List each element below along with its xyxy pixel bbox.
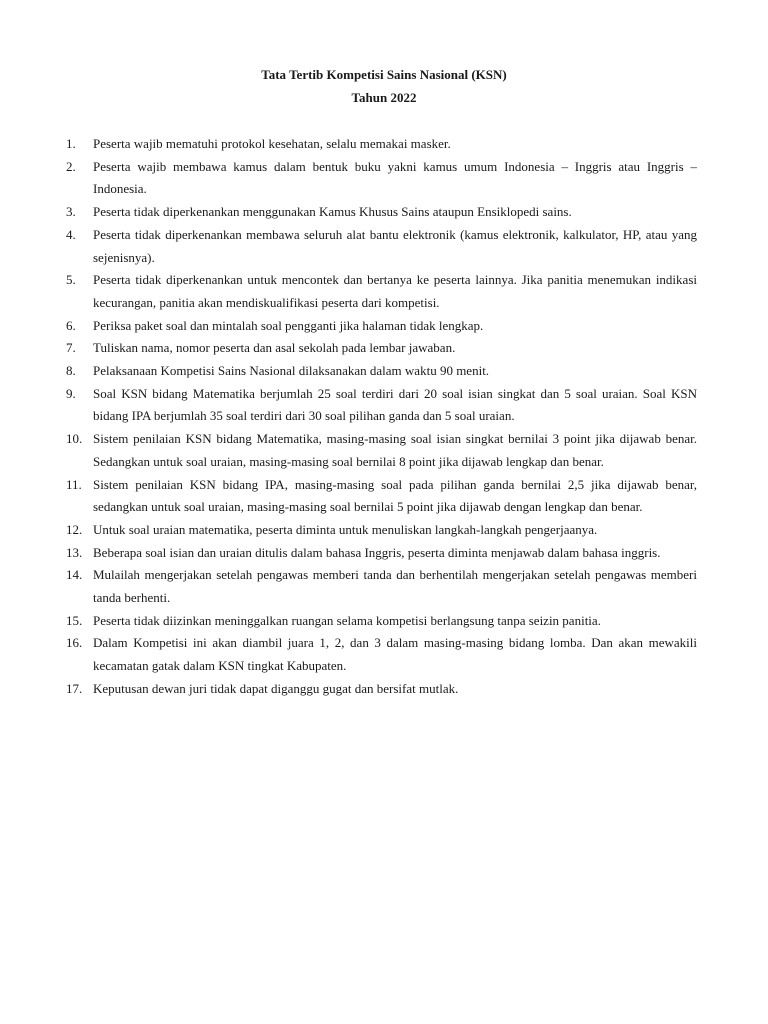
rule-text: Peserta tidak diperkenankan menggunakan Kamus Khusus Sains ataupun Ensiklopedi sains. bbox=[93, 204, 572, 220]
rule-number: 7. bbox=[66, 340, 76, 356]
rule-number: 2. bbox=[66, 158, 76, 174]
rule-item bbox=[66, 474, 697, 519]
rule-number: 11. bbox=[66, 476, 82, 492]
rule-item bbox=[66, 519, 697, 542]
rule-text: Peserta wajib mematuhi protokol kesehatan, selalu memakai masker. bbox=[93, 136, 451, 151]
rule-text: Beberapa soal isian dan uraian ditulis dalam bahasa Inggris, peserta diminta menjawab dalam bahasa inggris. bbox=[93, 544, 661, 560]
rule-item bbox=[66, 156, 697, 201]
rule-text: Sistem penilaian KSN bidang Matematika, masing-masing soal isian singkat bernilai 3 point jika dijawab benar. Sedangkan untuk soal uraian, masing-masing soal bernilai 8 point jika dijawab lengkap dan benar. bbox=[93, 431, 697, 469]
rule-number: 14. bbox=[66, 567, 83, 583]
rule-text: Untuk soal uraian matematika, peserta diminta untuk menuliskan langkah-langkah pengerjaanya. bbox=[93, 521, 598, 537]
rule-item bbox=[66, 632, 697, 677]
rule-item bbox=[66, 610, 697, 633]
rule-text: Pelaksanaan Kompetisi Sains Nasional dilaksanakan dalam waktu 90 menit. bbox=[93, 363, 490, 379]
rule-item bbox=[66, 428, 697, 473]
rule-number: 16. bbox=[66, 635, 83, 651]
rule-item bbox=[66, 269, 697, 314]
rule-number: 4. bbox=[66, 226, 76, 242]
rule-number: 1. bbox=[66, 136, 76, 151]
rule-item bbox=[66, 224, 697, 269]
rule-number: 5. bbox=[66, 272, 76, 288]
rule-number: 9. bbox=[66, 385, 76, 401]
rule-number: 8. bbox=[66, 363, 76, 379]
rule-item bbox=[66, 133, 697, 156]
rule-number: 3. bbox=[66, 204, 76, 220]
document-title: Tata Tertib Kompetisi Sains Nasional (KSN) bbox=[261, 67, 507, 82]
rule-text: Peserta tidak diperkenankan membawa seluruh alat bantu elektronik (kamus elektronik, kalkulator, HP, atau yang sejenisnya). bbox=[93, 226, 697, 265]
rule-text: Soal KSN bidang Matematika berjumlah 25 soal terdiri dari 20 soal isian singkat dan 5 soal uraian. Soal KSN bidang IPA berjumlah 35 soal terdiri dari 30 soal pilihan ganda dan 5 soal uraian. bbox=[93, 385, 697, 424]
rule-number: 15. bbox=[66, 612, 83, 628]
rule-item bbox=[66, 678, 697, 701]
rule-number: 12. bbox=[66, 521, 83, 537]
rule-text: Peserta tidak diperkenankan untuk mencontek dan bertanya ke peserta lainnya. Jika panitia menemukan indikasi kecurangan, panitia akan mendiskualifikasi peserta dari kompetisi. bbox=[93, 272, 697, 310]
rule-number: 10. bbox=[66, 431, 83, 447]
rule-item bbox=[66, 360, 697, 383]
rule-text: Sistem penilaian KSN bidang IPA, masing-masing soal pada pilihan ganda bernilai 2,5 jika dijawab benar, sedangkan untuk soal uraian, masing-masing soal bernilai 5 point jika dijawab dengan lengkap dan benar. bbox=[93, 476, 697, 515]
rule-item bbox=[66, 542, 697, 565]
rules-list bbox=[66, 133, 697, 701]
document-subtitle-year: Tahun 2022 bbox=[351, 90, 417, 105]
rule-text: Dalam Kompetisi ini akan diambil juara 1, 2, dan 3 dalam masing-masing bidang lomba. Dan akan mewakili kecamatan gatak dalam KSN tingkat Kabupaten. bbox=[93, 635, 697, 674]
rule-item bbox=[66, 564, 697, 609]
rule-item bbox=[66, 315, 697, 338]
rule-number: 6. bbox=[66, 317, 76, 333]
rule-number: 17. bbox=[66, 680, 83, 696]
rule-text: Mulailah mengerjakan setelah pengawas memberi tanda dan berhentilah mengerjakan setelah pengawas memberi tanda berhenti. bbox=[93, 567, 697, 606]
rule-text: Peserta wajib membawa kamus dalam bentuk buku yakni kamus umum Indonesia – Inggris atau Inggris – Indonesia. bbox=[93, 158, 697, 197]
rule-item bbox=[66, 383, 697, 428]
rule-text: Keputusan dewan juri tidak dapat diganggu gugat dan bersifat mutlak. bbox=[93, 680, 459, 696]
rule-number: 13. bbox=[66, 544, 83, 560]
rule-item bbox=[66, 201, 697, 224]
rule-text: Peserta tidak diizinkan meninggalkan ruangan selama kompetisi berlangsung tanpa seizin panitia. bbox=[93, 612, 601, 628]
rule-text: Tuliskan nama, nomor peserta dan asal sekolah pada lembar jawaban. bbox=[93, 340, 456, 356]
rule-text: Periksa paket soal dan mintalah soal pengganti jika halaman tidak lengkap. bbox=[93, 317, 484, 333]
rule-item bbox=[66, 337, 697, 360]
